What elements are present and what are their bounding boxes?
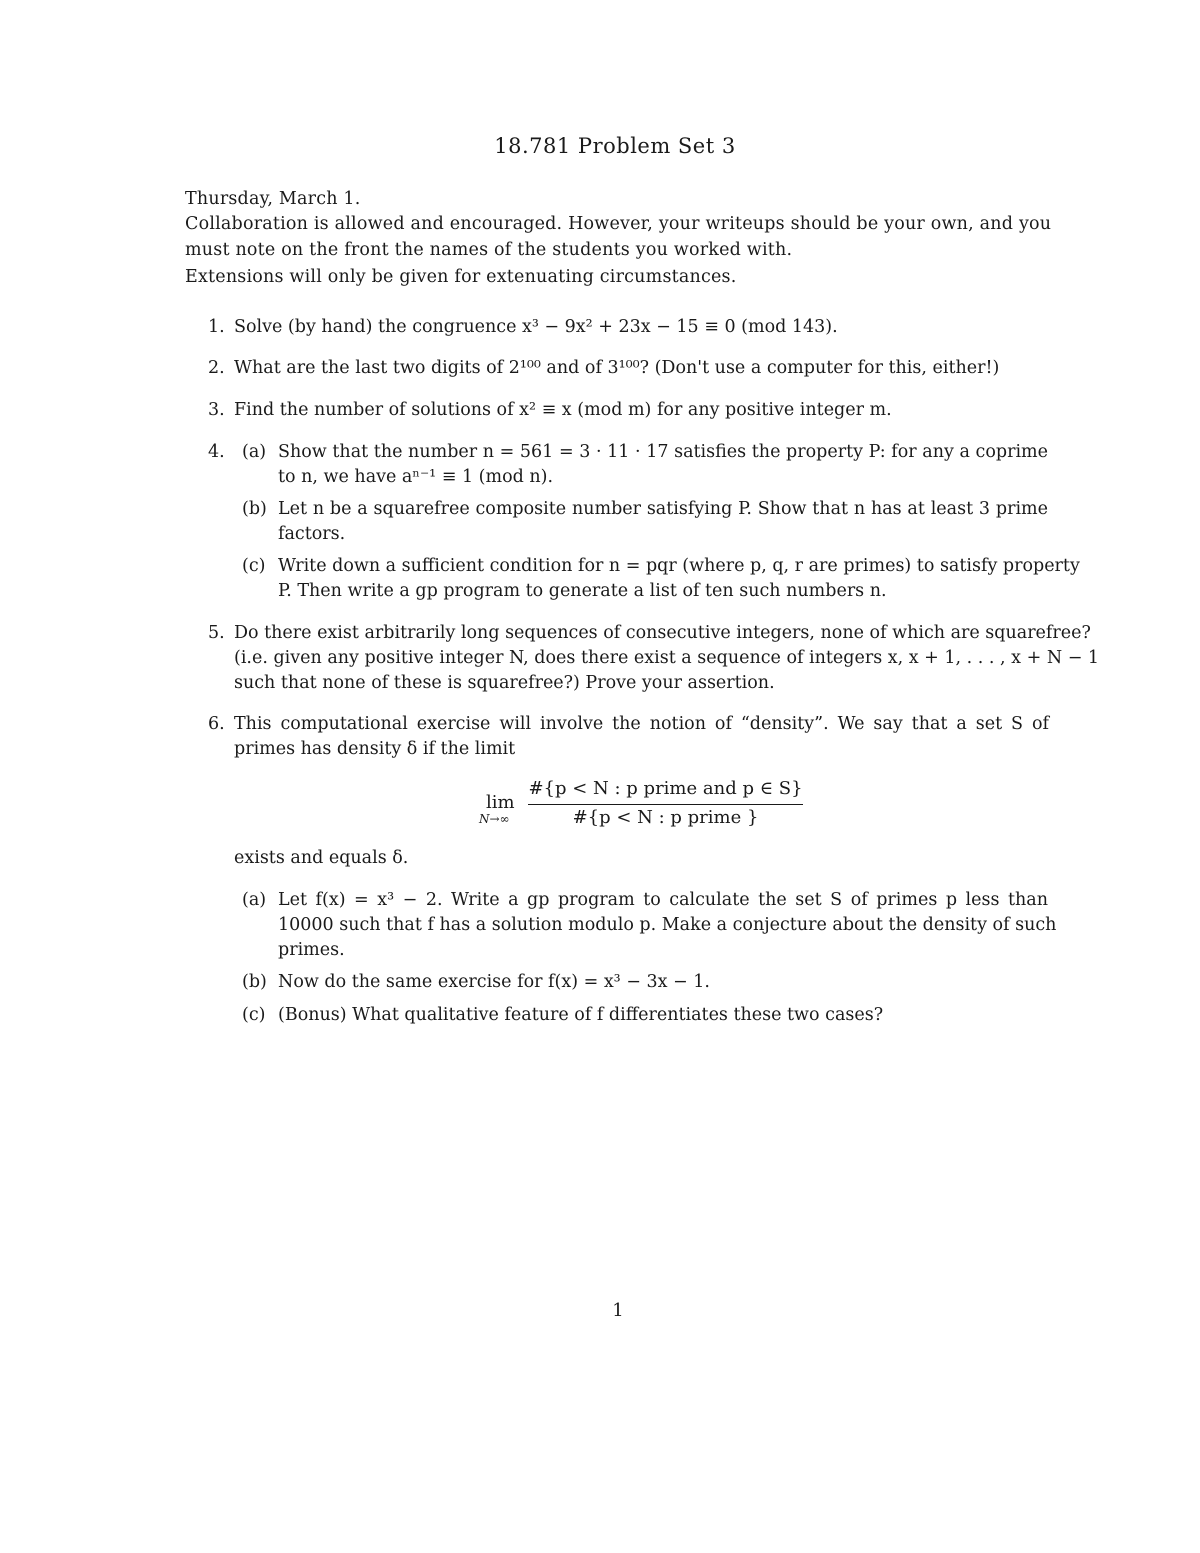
density-fraction xyxy=(528,778,803,828)
problem-6c-line-1: (Bonus) What qualitative feature of f differentiates these two cases? xyxy=(278,1005,884,1025)
problem-4a-line-1: Show that the number n = 561 = 3 · 11 · 17 satisfies the property P: for any a coprime xyxy=(278,442,1048,462)
problem-3-text: Find the number of solutions of x² ≡ x (mod m) for any positive integer m. xyxy=(234,400,892,420)
problem-number: 1. xyxy=(208,317,225,337)
part-label: (b) xyxy=(242,972,267,992)
collaboration-line-2: must note on the front the names of the students you worked with. xyxy=(185,240,793,260)
problem-5-line-1: Do there exist arbitrarily long sequences of consecutive integers, none of which are squarefree? xyxy=(234,623,1091,643)
fraction-bar xyxy=(528,804,803,805)
limit-subscript: N→∞ xyxy=(479,812,510,826)
fraction-numerator: #{p < N : p prime and p ∈ S} xyxy=(528,778,803,799)
part-label: (c) xyxy=(242,1005,266,1025)
problem-6a-line-2: 10000 such that f has a solution modulo p. Make a conjecture about the density of such xyxy=(278,915,1057,935)
problem-2-text: What are the last two digits of 2¹⁰⁰ and of 3¹⁰⁰? (Don't use a computer for this, either!) xyxy=(234,358,1000,378)
problem-4b-line-1: Let n be a squarefree composite number satisfying P. Show that n has at least 3 prime xyxy=(278,499,1048,519)
part-label: (a) xyxy=(242,442,267,462)
problem-6a-line-3: primes. xyxy=(278,940,345,960)
problem-6-line-1: This computational exercise will involve the notion of “density”. We say that a set S of xyxy=(234,714,1049,734)
problem-6a-line-1: Let f(x) = x³ − 2. Write a gp program to calculate the set S of primes p less than xyxy=(278,890,1048,910)
part-label: (b) xyxy=(242,499,267,519)
collaboration-line-1: Collaboration is allowed and encouraged. However, your writeups should be your own, and you xyxy=(185,214,1052,234)
fraction-denominator: #{p < N : p prime } xyxy=(572,807,759,828)
page-number: 1 xyxy=(612,1300,624,1321)
page-title: 18.781 Problem Set 3 xyxy=(494,134,736,158)
problem-5-line-3: such that none of these is squarefree?) Prove your assertion. xyxy=(234,673,775,693)
problem-4c-line-1: Write down a sufficient condition for n = pqr (where p, q, r are primes) to satisfy property xyxy=(278,556,1080,576)
problem-4a-line-2: to n, we have aⁿ⁻¹ ≡ 1 (mod n). xyxy=(278,467,554,487)
problem-6b-line-1: Now do the same exercise for f(x) = x³ − 3x − 1. xyxy=(278,972,710,992)
problem-number: 5. xyxy=(208,623,225,643)
problem-number: 6. xyxy=(208,714,225,734)
problem-number: 2. xyxy=(208,358,225,378)
problem-6-line-2: primes has density δ if the limit xyxy=(234,739,516,759)
problem-1-text: Solve (by hand) the congruence x³ − 9x² + 23x − 15 ≡ 0 (mod 143). xyxy=(234,317,838,337)
problem-6-after-formula: exists and equals δ. xyxy=(234,848,409,868)
limit-operator: lim xyxy=(486,792,515,813)
problem-number: 3. xyxy=(208,400,225,420)
part-label: (c) xyxy=(242,556,266,576)
extensions-line: Extensions will only be given for extenuating circumstances. xyxy=(185,267,737,287)
problem-5-line-2: (i.e. given any positive integer N, does there exist a sequence of integers x, x + 1, . . . , x + N − 1 xyxy=(234,648,1100,668)
part-label: (a) xyxy=(242,890,267,910)
date-line: Thursday, March 1. xyxy=(185,189,361,209)
problem-4b-line-2: factors. xyxy=(278,524,346,544)
problem-number: 4. xyxy=(208,442,225,462)
problem-4c-line-2: P. Then write a gp program to generate a list of ten such numbers n. xyxy=(278,581,887,601)
